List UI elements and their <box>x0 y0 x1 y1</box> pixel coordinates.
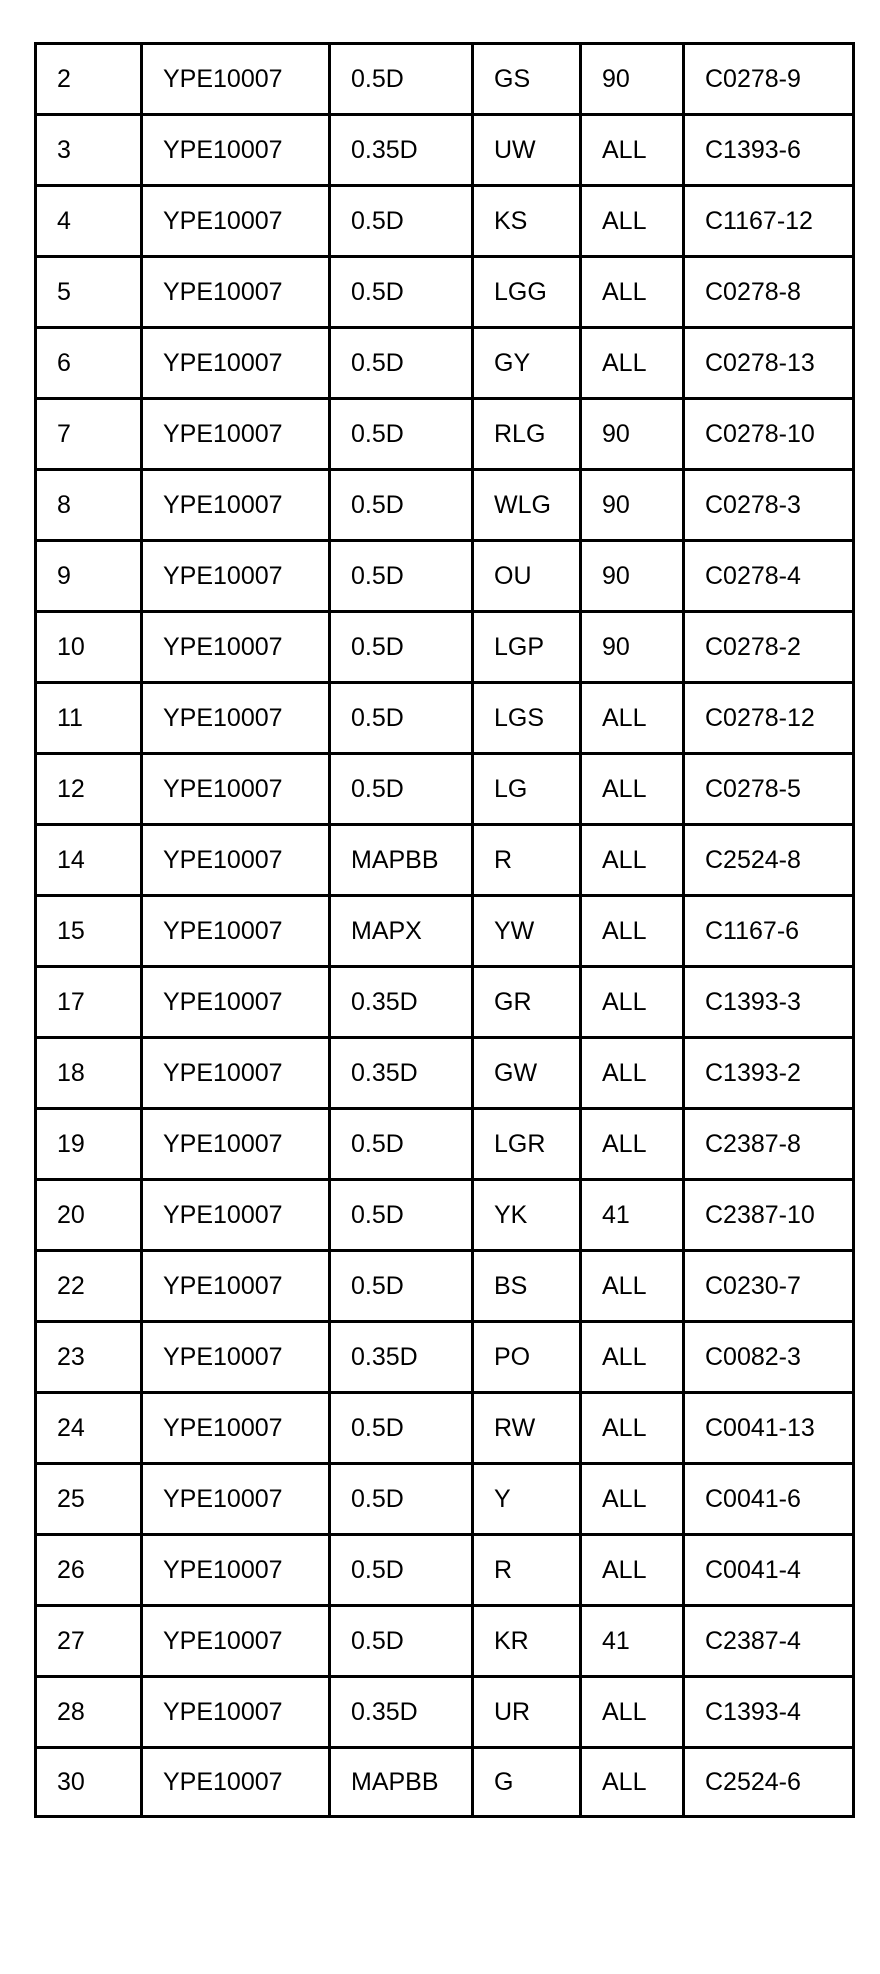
option-cell: 90 <box>581 470 684 541</box>
connector-cell: C0278-10 <box>684 399 854 470</box>
wire-number-cell: 19 <box>36 1109 142 1180</box>
connector-cell: C0041-6 <box>684 1464 854 1535</box>
connector-cell: C1393-2 <box>684 1038 854 1109</box>
option-cell: 41 <box>581 1606 684 1677</box>
table-row <box>36 1180 854 1251</box>
part-number-cell: YPE10007 <box>142 612 330 683</box>
connector-cell: C1167-6 <box>684 896 854 967</box>
table-row <box>36 115 854 186</box>
option-cell: ALL <box>581 1109 684 1180</box>
option-cell: ALL <box>581 967 684 1038</box>
connector-cell: C0278-8 <box>684 257 854 328</box>
wire-color-cell: GW <box>473 1038 581 1109</box>
connector-cell: C1393-4 <box>684 1677 854 1748</box>
part-number-cell: YPE10007 <box>142 825 330 896</box>
connector-cell: C1393-3 <box>684 967 854 1038</box>
table-row <box>36 1464 854 1535</box>
connector-cell: C0041-13 <box>684 1393 854 1464</box>
part-number-cell: YPE10007 <box>142 399 330 470</box>
part-number-cell: YPE10007 <box>142 115 330 186</box>
wire-color-cell: KS <box>473 186 581 257</box>
wire-number-cell: 4 <box>36 186 142 257</box>
part-number-cell: YPE10007 <box>142 754 330 825</box>
wire-color-cell: RLG <box>473 399 581 470</box>
wire-color-cell: LGG <box>473 257 581 328</box>
wire-size-cell: 0.35D <box>330 115 473 186</box>
option-cell: ALL <box>581 186 684 257</box>
wire-size-cell: 0.5D <box>330 470 473 541</box>
table-row <box>36 1748 854 1817</box>
wire-color-cell: RW <box>473 1393 581 1464</box>
connector-cell: C0041-4 <box>684 1535 854 1606</box>
wire-color-cell: PO <box>473 1322 581 1393</box>
connector-cell: C2524-6 <box>684 1748 854 1817</box>
table-row <box>36 44 854 115</box>
wire-number-cell: 22 <box>36 1251 142 1322</box>
part-number-cell: YPE10007 <box>142 257 330 328</box>
option-cell: ALL <box>581 754 684 825</box>
table-row <box>36 1109 854 1180</box>
wire-size-cell: 0.5D <box>330 186 473 257</box>
table-row <box>36 1535 854 1606</box>
wire-number-cell: 26 <box>36 1535 142 1606</box>
wire-size-cell: 0.5D <box>330 328 473 399</box>
option-cell: ALL <box>581 825 684 896</box>
part-number-cell: YPE10007 <box>142 1251 330 1322</box>
wire-color-cell: G <box>473 1748 581 1817</box>
wire-number-cell: 20 <box>36 1180 142 1251</box>
option-cell: ALL <box>581 896 684 967</box>
wire-size-cell: 0.5D <box>330 1606 473 1677</box>
option-cell: ALL <box>581 328 684 399</box>
wire-number-cell: 11 <box>36 683 142 754</box>
wire-size-cell: MAPBB <box>330 1748 473 1817</box>
connector-cell: C0278-5 <box>684 754 854 825</box>
wire-size-cell: 0.5D <box>330 1464 473 1535</box>
wire-size-cell: 0.5D <box>330 44 473 115</box>
wire-color-cell: KR <box>473 1606 581 1677</box>
part-number-cell: YPE10007 <box>142 44 330 115</box>
wire-size-cell: 0.5D <box>330 1109 473 1180</box>
wire-number-cell: 30 <box>36 1748 142 1817</box>
wire-number-cell: 27 <box>36 1606 142 1677</box>
table-row <box>36 612 854 683</box>
wire-number-cell: 25 <box>36 1464 142 1535</box>
wire-size-cell: 0.5D <box>330 541 473 612</box>
wire-size-cell: MAPX <box>330 896 473 967</box>
part-number-cell: YPE10007 <box>142 1393 330 1464</box>
part-number-cell: YPE10007 <box>142 1322 330 1393</box>
wire-color-cell: LG <box>473 754 581 825</box>
wire-color-cell: YW <box>473 896 581 967</box>
part-number-cell: YPE10007 <box>142 1038 330 1109</box>
wire-size-cell: 0.5D <box>330 399 473 470</box>
connector-cell: C0278-4 <box>684 541 854 612</box>
table-row <box>36 683 854 754</box>
wire-size-cell: 0.5D <box>330 683 473 754</box>
part-number-cell: YPE10007 <box>142 328 330 399</box>
part-number-cell: YPE10007 <box>142 1677 330 1748</box>
option-cell: 41 <box>581 1180 684 1251</box>
wire-color-cell: Y <box>473 1464 581 1535</box>
connector-cell: C0278-13 <box>684 328 854 399</box>
wire-number-cell: 14 <box>36 825 142 896</box>
wire-size-cell: 0.5D <box>330 1180 473 1251</box>
table-row <box>36 967 854 1038</box>
wire-size-cell: 0.35D <box>330 1038 473 1109</box>
option-cell: ALL <box>581 1251 684 1322</box>
wire-color-cell: GS <box>473 44 581 115</box>
table-row <box>36 1606 854 1677</box>
wire-number-cell: 3 <box>36 115 142 186</box>
wire-color-cell: YK <box>473 1180 581 1251</box>
option-cell: 90 <box>581 44 684 115</box>
part-number-cell: YPE10007 <box>142 896 330 967</box>
wire-number-cell: 2 <box>36 44 142 115</box>
option-cell: ALL <box>581 1535 684 1606</box>
wire-size-cell: 0.35D <box>330 967 473 1038</box>
connector-cell: C0278-9 <box>684 44 854 115</box>
part-number-cell: YPE10007 <box>142 1748 330 1817</box>
option-cell: 90 <box>581 399 684 470</box>
table-row <box>36 1322 854 1393</box>
part-number-cell: YPE10007 <box>142 186 330 257</box>
wire-number-cell: 28 <box>36 1677 142 1748</box>
wire-color-cell: GY <box>473 328 581 399</box>
table-row <box>36 399 854 470</box>
wire-color-cell: UW <box>473 115 581 186</box>
wire-size-cell: 0.35D <box>330 1322 473 1393</box>
table-row <box>36 257 854 328</box>
table-row <box>36 1677 854 1748</box>
table-row <box>36 1251 854 1322</box>
wire-table <box>34 42 855 1818</box>
wire-number-cell: 23 <box>36 1322 142 1393</box>
table-row <box>36 825 854 896</box>
table-row <box>36 896 854 967</box>
wire-color-cell: LGR <box>473 1109 581 1180</box>
part-number-cell: YPE10007 <box>142 1109 330 1180</box>
wire-number-cell: 17 <box>36 967 142 1038</box>
connector-cell: C2524-8 <box>684 825 854 896</box>
table-row <box>36 1038 854 1109</box>
table-row <box>36 541 854 612</box>
wire-size-cell: 0.5D <box>330 754 473 825</box>
part-number-cell: YPE10007 <box>142 967 330 1038</box>
connector-cell: C0278-3 <box>684 470 854 541</box>
connector-cell: C0230-7 <box>684 1251 854 1322</box>
option-cell: ALL <box>581 1748 684 1817</box>
option-cell: ALL <box>581 257 684 328</box>
connector-cell: C0082-3 <box>684 1322 854 1393</box>
wire-number-cell: 24 <box>36 1393 142 1464</box>
wire-number-cell: 12 <box>36 754 142 825</box>
option-cell: ALL <box>581 1464 684 1535</box>
option-cell: ALL <box>581 1677 684 1748</box>
connector-cell: C2387-10 <box>684 1180 854 1251</box>
connector-cell: C1167-12 <box>684 186 854 257</box>
option-cell: ALL <box>581 115 684 186</box>
wire-size-cell: 0.5D <box>330 1393 473 1464</box>
option-cell: ALL <box>581 1393 684 1464</box>
connector-cell: C2387-4 <box>684 1606 854 1677</box>
option-cell: 90 <box>581 612 684 683</box>
option-cell: 90 <box>581 541 684 612</box>
wire-color-cell: R <box>473 825 581 896</box>
wire-number-cell: 15 <box>36 896 142 967</box>
wire-size-cell: 0.35D <box>330 1677 473 1748</box>
part-number-cell: YPE10007 <box>142 1464 330 1535</box>
part-number-cell: YPE10007 <box>142 541 330 612</box>
wire-color-cell: UR <box>473 1677 581 1748</box>
part-number-cell: YPE10007 <box>142 683 330 754</box>
wire-number-cell: 10 <box>36 612 142 683</box>
connector-cell: C0278-2 <box>684 612 854 683</box>
wire-number-cell: 6 <box>36 328 142 399</box>
option-cell: ALL <box>581 1038 684 1109</box>
table-row <box>36 754 854 825</box>
wire-number-cell: 8 <box>36 470 142 541</box>
wire-color-cell: GR <box>473 967 581 1038</box>
wire-size-cell: 0.5D <box>330 1251 473 1322</box>
wire-number-cell: 7 <box>36 399 142 470</box>
connector-cell: C0278-12 <box>684 683 854 754</box>
wire-size-cell: 0.5D <box>330 257 473 328</box>
part-number-cell: YPE10007 <box>142 1606 330 1677</box>
wire-color-cell: WLG <box>473 470 581 541</box>
wire-number-cell: 18 <box>36 1038 142 1109</box>
wire-color-cell: LGS <box>473 683 581 754</box>
wire-size-cell: 0.5D <box>330 1535 473 1606</box>
part-number-cell: YPE10007 <box>142 1180 330 1251</box>
connector-cell: C2387-8 <box>684 1109 854 1180</box>
wire-number-cell: 9 <box>36 541 142 612</box>
wire-color-cell: BS <box>473 1251 581 1322</box>
wire-size-cell: 0.5D <box>330 612 473 683</box>
table-body <box>36 44 854 1817</box>
part-number-cell: YPE10007 <box>142 1535 330 1606</box>
wire-number-cell: 5 <box>36 257 142 328</box>
wire-color-cell: LGP <box>473 612 581 683</box>
connector-cell: C1393-6 <box>684 115 854 186</box>
wire-color-cell: OU <box>473 541 581 612</box>
table-row <box>36 1393 854 1464</box>
option-cell: ALL <box>581 1322 684 1393</box>
wire-size-cell: MAPBB <box>330 825 473 896</box>
table-row <box>36 186 854 257</box>
wire-color-cell: R <box>473 1535 581 1606</box>
part-number-cell: YPE10007 <box>142 470 330 541</box>
option-cell: ALL <box>581 683 684 754</box>
table-row <box>36 328 854 399</box>
table-row <box>36 470 854 541</box>
